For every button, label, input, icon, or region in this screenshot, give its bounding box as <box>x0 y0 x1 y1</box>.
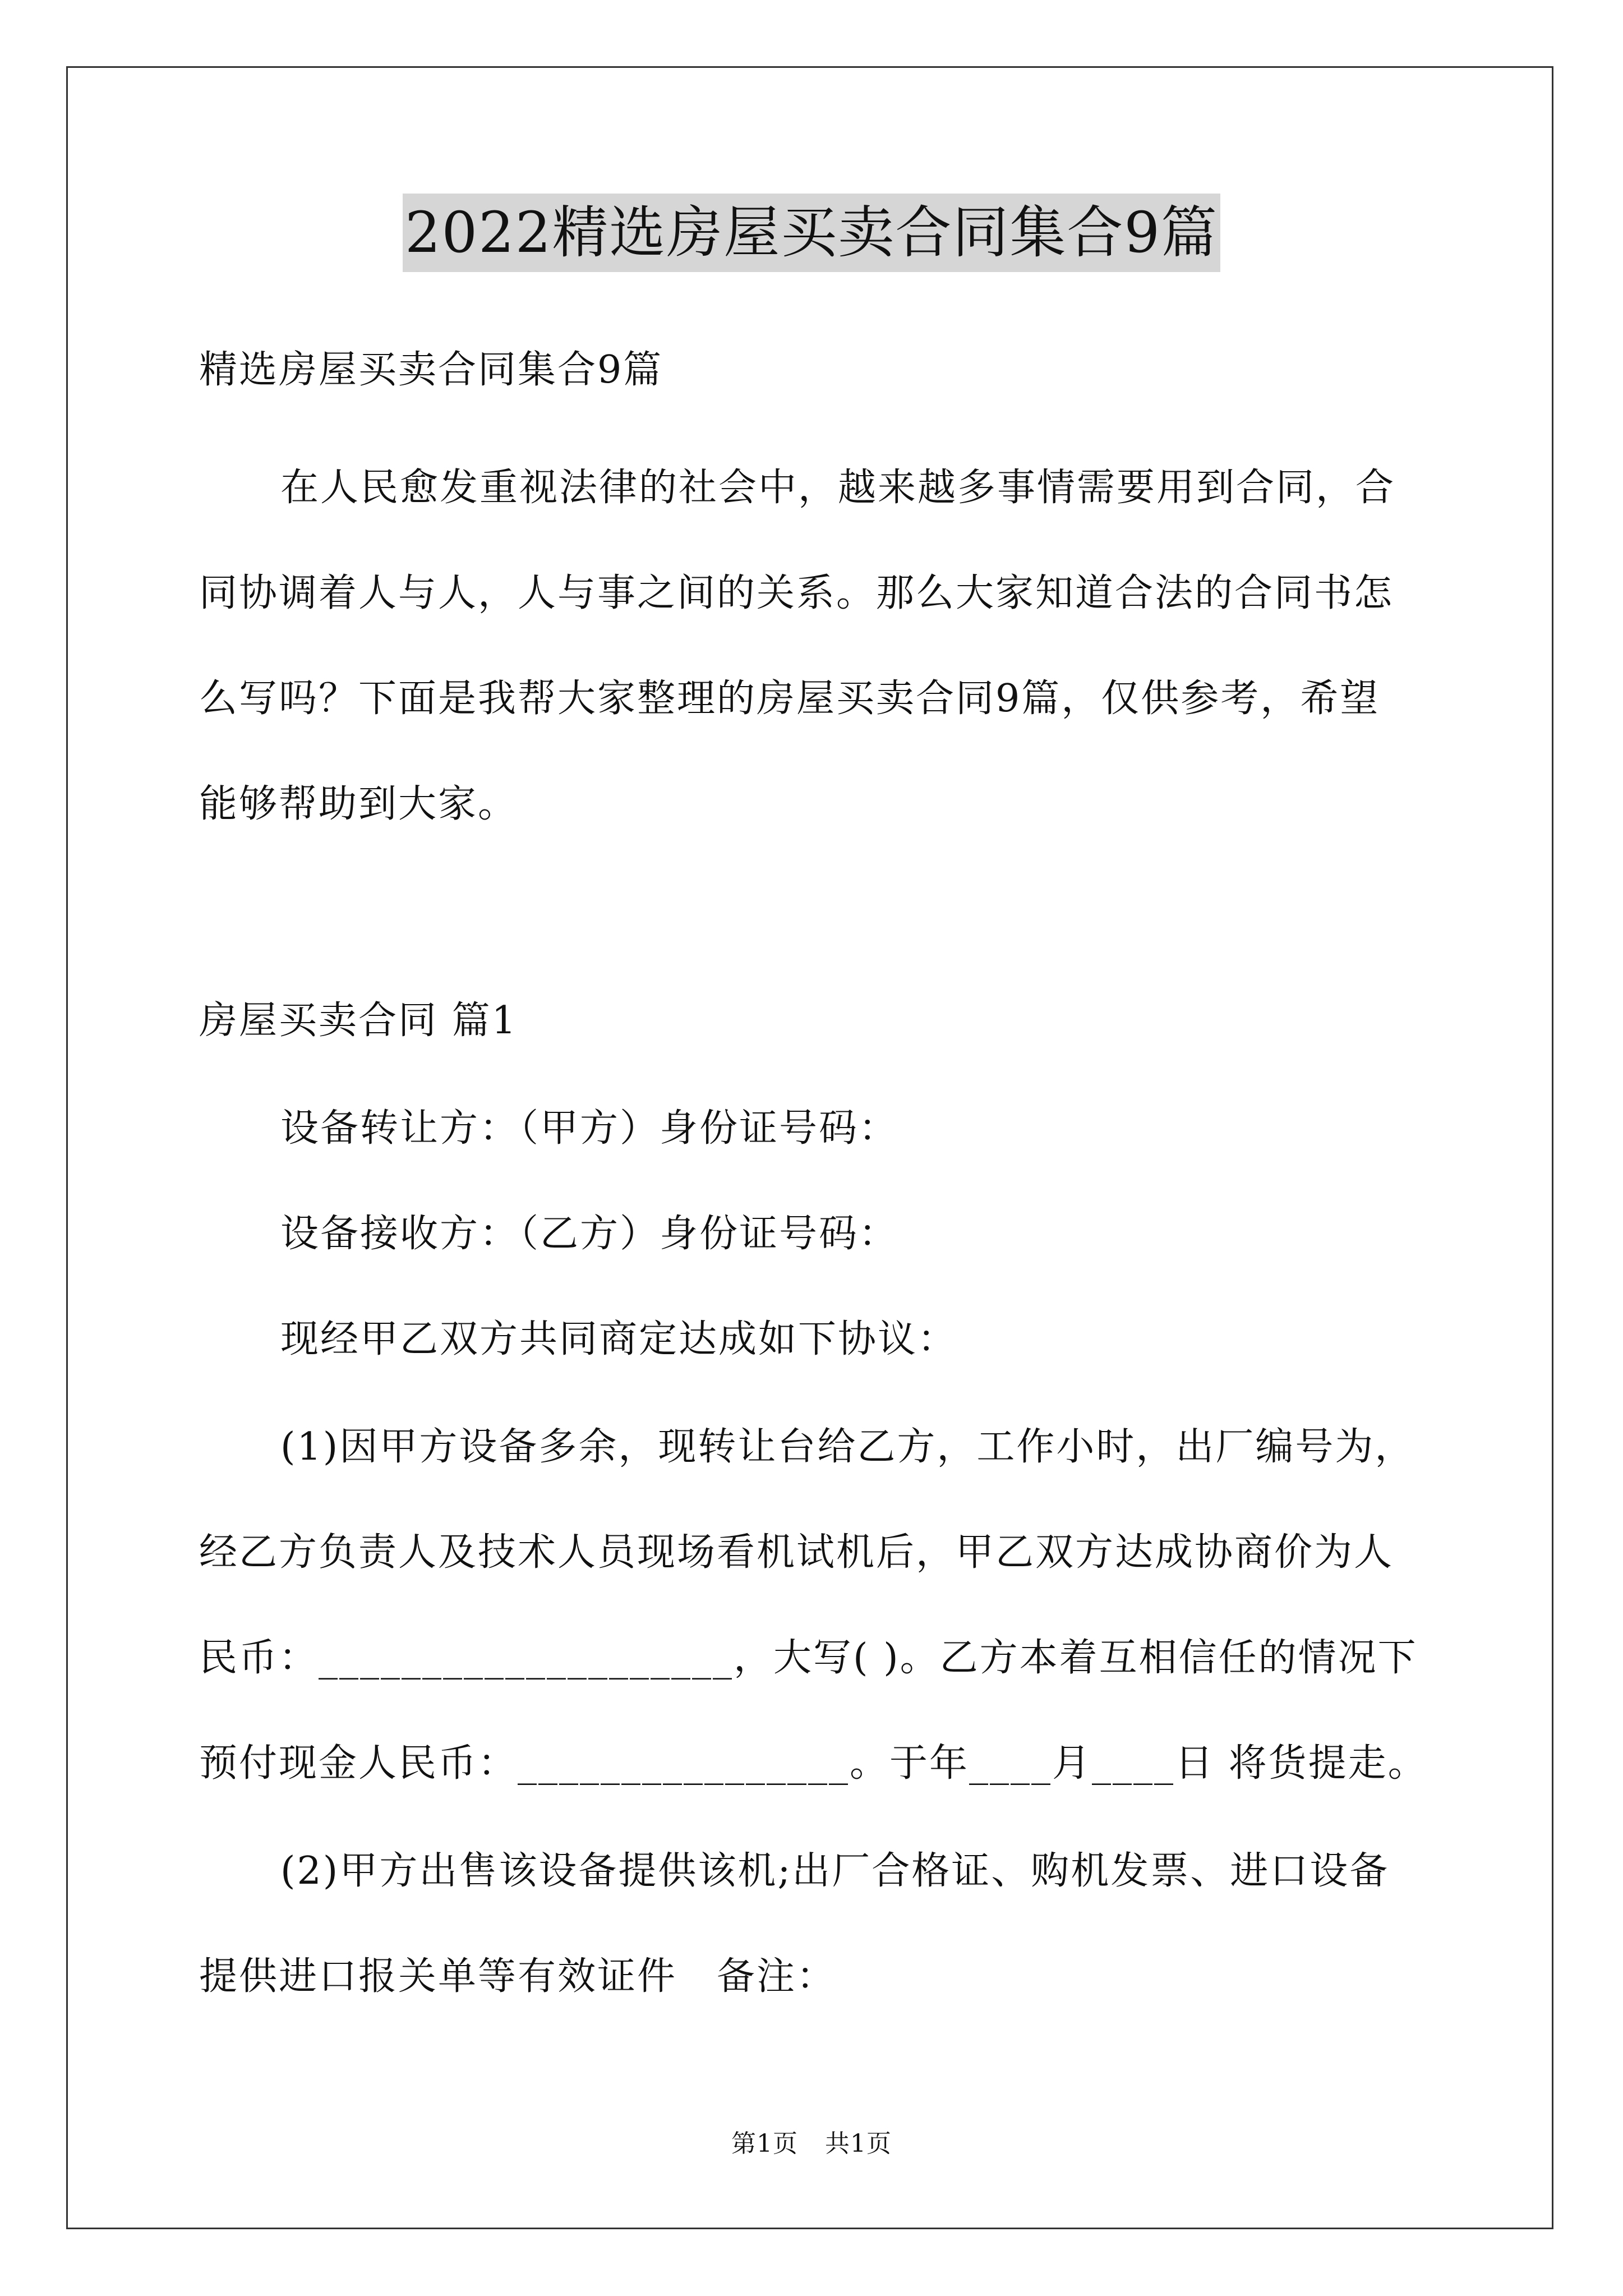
document-subtitle: 精选房屋买卖合同集合9篇 <box>199 348 663 392</box>
body-line: (2)甲方出售该设备提供该机;出厂合格证、购机发票、进口设备 <box>280 1849 1390 1893</box>
body-line: 设备接收方：（乙方）身份证号码： <box>280 1212 899 1256</box>
body-line: 民币：____________________，大写( )。乙方本着互相信任的情况下 <box>199 1636 1418 1680</box>
page-footer <box>0 2127 1623 2161</box>
intro-line: 么写吗？下面是我帮大家整理的房屋买卖合同9篇，仅供参考，希望 <box>199 677 1380 721</box>
intro-line: 在人民愈发重视法律的社会中，越来越多事情需要用到合同，合 <box>280 466 1396 510</box>
document-title-block <box>0 194 1623 272</box>
body-line: 现经甲乙双方共同商定达成如下协议： <box>280 1317 958 1361</box>
page-number-total: 共1页 <box>825 2129 892 2158</box>
body-line: (1)因甲方设备多余，现转让台给乙方，工作小时，出厂编号为， <box>280 1425 1415 1469</box>
page-number-current: 第1页 <box>731 2129 798 2158</box>
intro-line: 同协调着人与人，人与事之间的关系。那么大家知道合法的合同书怎 <box>199 571 1394 615</box>
intro-line: 能够帮助到大家。 <box>199 782 518 826</box>
body-line: 预付现金人民币：________________。于年____月____日 将货提走。 <box>199 1741 1428 1786</box>
body-line: 经乙方负责人及技术人员现场看机试机后，甲乙双方达成协商价为人 <box>199 1530 1394 1575</box>
section-heading: 房屋买卖合同 篇1 <box>199 999 518 1043</box>
body-line: 设备转让方：（甲方）身份证号码： <box>280 1106 899 1151</box>
document-title: 2022精选房屋买卖合同集合9篇 <box>403 194 1220 272</box>
body-line: 提供进口报关单等有效证件 备注： <box>199 1954 837 1999</box>
